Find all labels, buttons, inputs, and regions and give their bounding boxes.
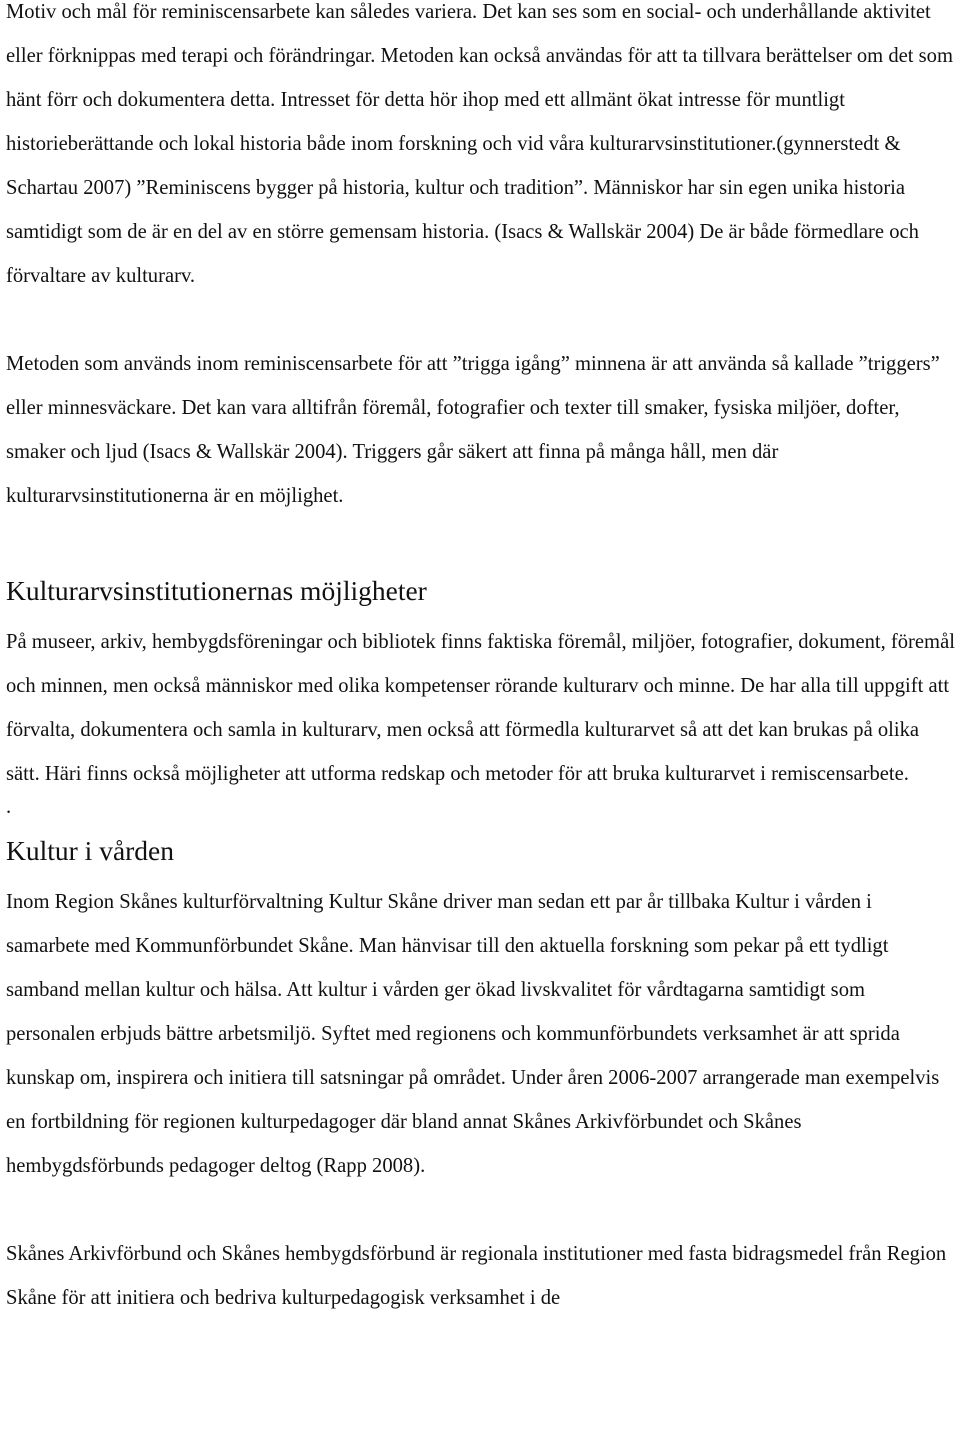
section-heading-heritage-institutions: Kulturarvsinstitutionernas möjligheter	[6, 575, 427, 606]
stray-dot: .	[6, 796, 12, 818]
section-heading-culture-in-care: Kultur i vården	[6, 835, 175, 866]
paragraph-gap	[6, 518, 956, 562]
paragraph-reminiscence-motives: Motiv och mål för reminiscensarbete kan således variera. Det kan ses som en social- och underhållande aktivitet eller förknippas med terapi och förändringar. Metoden kan också användas för att ta tillvara berättelser om det som hänt förr och dokumentera detta. Intresset för detta hör ihop med ett allmänt ökat intresse för muntligt historieberättande och lokal historia både inom forskning och vid våra kulturarvsinstitutioner.(gynnerstedt & Schartau 2007) ”Reminiscens bygger på historia, kultur och tradition”. Människor har sin egen unika historia samtidigt som de är en del av en större gemensam historia. (Isacs & Wallskär 2004) De är både förmedlare och förvaltare av kulturarv.	[6, 1, 953, 287]
paragraph-gap	[6, 1188, 956, 1232]
paragraph-heritage-institutions: På museer, arkiv, hembygdsföreningar och bibliotek finns faktiska föremål, miljöer, fotografier, dokument, föremål och minnen, men också människor med olika kompetenser rörande kulturarv och minne. De har alla till uppgift att förvalta, dokumentera och samla in kulturarv, men också att förmedla kulturarvet så att det kan brukas på olika sätt. Häri finns också möjligheter att utforma redskap och metoder för att bruka kulturarvet i remiscensarbete.	[6, 631, 955, 785]
paragraph-gap	[6, 298, 956, 342]
paragraph-triggers-method: Metoden som används inom reminiscensarbete för att ”trigga igång” minnena är att använda så kallade ”triggers” eller minnesväckare. Det kan vara alltifrån föremål, fotografier och texter till smaker, fysiska miljöer, dofter, smaker och ljud (Isacs & Wallskär 2004). Triggers går säkert att finna på många håll, men där kulturarvsinstitutionerna är en möjlighet.	[6, 353, 940, 507]
document-page	[6, 0, 956, 1320]
paragraph-skane-archive-federation: Skånes Arkivförbund och Skånes hembygdsförbund är regionala institutioner med fasta bidragsmedel från Region Skåne för att initiera och bedriva kulturpedagogisk verksamhet i de	[6, 1243, 947, 1309]
paragraph-culture-in-care: Inom Region Skånes kulturförvaltning Kultur Skåne driver man sedan ett par år tillbaka Kultur i vården i samarbete med Kommunförbundet Skåne. Man hänvisar till den aktuella forskning som pekar på ett tydligt samband mellan kultur och hälsa. Att kultur i vården ger ökad livskvalitet för vårdtagarna samtidigt som personalen erbjuds bättre arbetsmiljö. Syftet med regionens och kommunförbundets verksamhet är att sprida kunskap om, inspirera och initiera till satsningar på området. Under åren 2006-2007 arrangerade man exempelvis en fortbildning för regionen kulturpedagoger där bland annat Skånes Arkivförbundet och Skånes hembygdsförbunds pedagoger deltog (Rapp 2008).	[6, 891, 940, 1177]
